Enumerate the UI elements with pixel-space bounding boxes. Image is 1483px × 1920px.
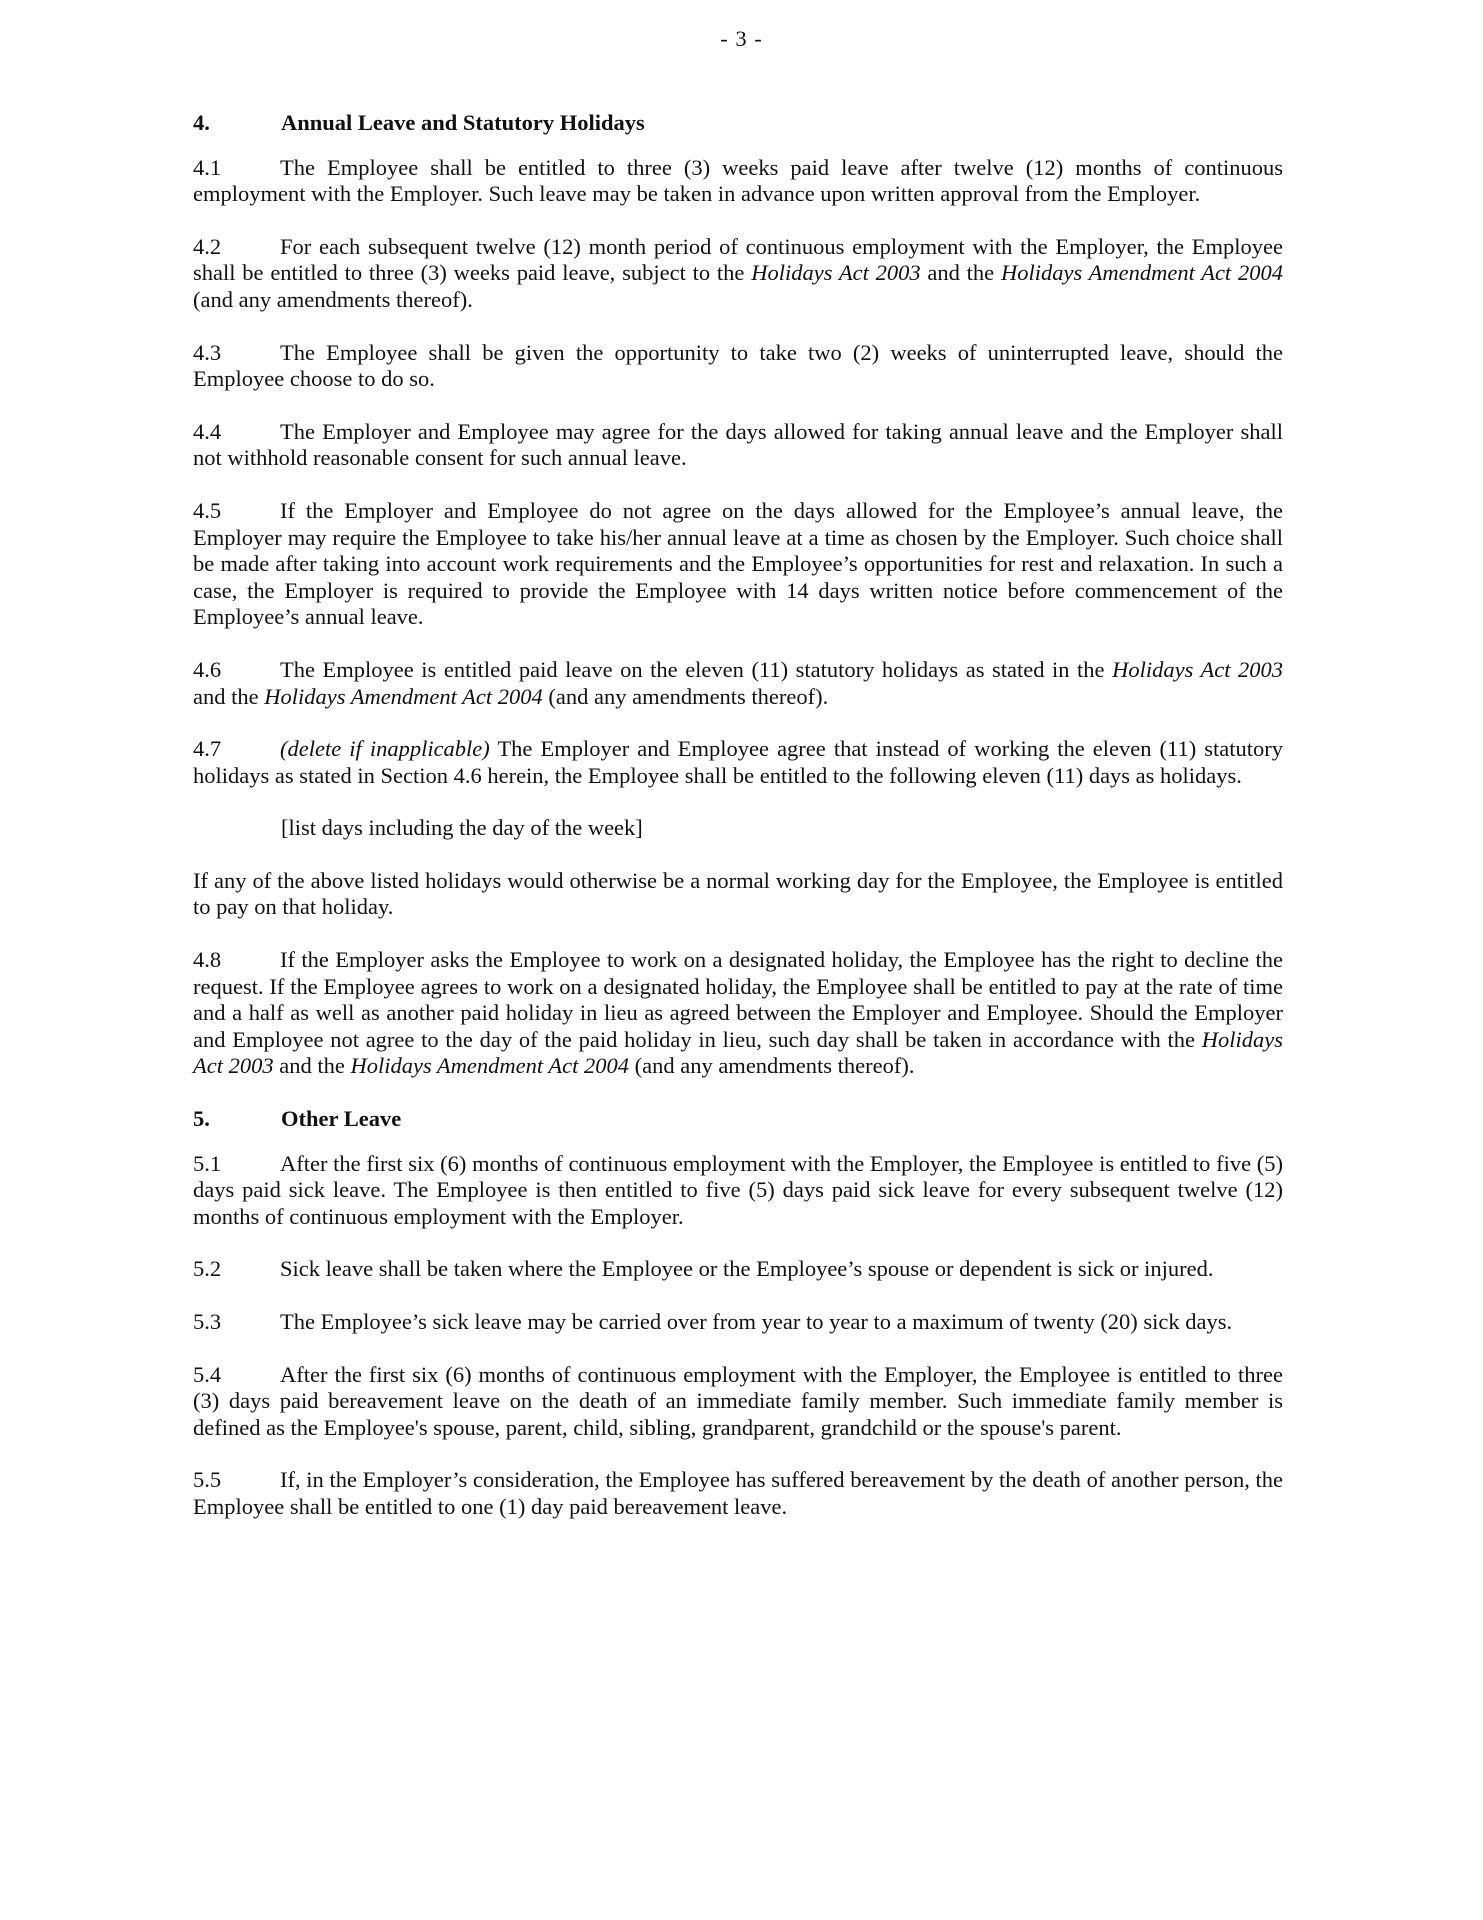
clause-number: 5.1 <box>193 1150 222 1176</box>
clause-number: 5.3 <box>193 1309 222 1334</box>
clause-text: and the <box>920 260 1001 286</box>
clause-number: 4.7 <box>193 736 222 762</box>
clause-number: 4.4 <box>193 418 222 444</box>
clause-text: The Employee shall be entitled to three (3) weeks paid leave after twelve (12) months of continuous employment with the Employer. Such leave may be taken in advance upon written approval from the Employer. <box>193 154 1283 207</box>
clause-number: 5.4 <box>193 1361 222 1387</box>
clause-text: After the first six (6) months of continuous employment with the Employer, the Employee is entitled to five (5) days paid sick leave. The Employee is then entitled to five (5) days paid sick leave for every subsequent twelve (12) months of continuous employment with the Employer. <box>193 1150 1283 1229</box>
clause-4-8 <box>193 947 1283 1080</box>
clause-text: and the <box>273 1053 351 1079</box>
clause-number: 4.5 <box>193 497 222 523</box>
clause-4-7 <box>193 736 1283 789</box>
document-body <box>193 110 1283 1547</box>
clause-text: (and any amendments thereof). <box>193 286 473 312</box>
clause-text: The Employee is entitled paid leave on the eleven (11) statutory holidays as stated in the <box>280 656 1113 682</box>
clause-5-4 <box>193 1362 1283 1442</box>
clause-text: For each subsequent twelve (12) month period of continuous employment with the Employer, the Employee shall be entitled to three (3) weeks paid leave, subject to the <box>193 233 1283 286</box>
section-number: 5. <box>193 1106 210 1132</box>
clause-text: If the Employer asks the Employee to work on a designated holiday, the Employee has the right to decline the request. If the Employee agrees to work on a designated holiday, the Employee shall be entitled to pay at the rate of time and a half as well as another paid holiday in lieu as agreed between the Employer and Employee. Should the Employer and Employee not agree to the day of the paid holiday in lieu, such day shall be taken in accordance with the <box>193 947 1283 1052</box>
clause-4-5 <box>193 498 1283 631</box>
section-heading-5 <box>193 1106 1283 1133</box>
act-title: Holidays Amendment Act 2004 <box>350 1053 629 1079</box>
clause-4-3 <box>193 340 1283 393</box>
clause-text: The Employee’s sick leave may be carried over from year to year to a maximum of twenty (20) sick days. <box>280 1309 1233 1334</box>
clause-number: 4.1 <box>193 154 222 180</box>
clause-5-3 <box>193 1309 1283 1336</box>
act-title: Holidays Act 2003 <box>751 260 921 286</box>
clause-text: (and any amendments thereof). <box>628 1053 915 1079</box>
clause-text: After the first six (6) months of continuous employment with the Employer, the Employee is entitled to three (3) days paid bereavement leave on the death of an immediate family member. Such immediate family member is defined as the Employee's spouse, parent, child, sibling, grandparent, grandchild or the spouse's parent. <box>193 1361 1283 1440</box>
clause-text: The Employer and Employee may agree for the days allowed for taking annual leave and the Employer shall not withhold reasonable consent for such annual leave. <box>193 418 1283 471</box>
clause-number: 5.2 <box>193 1256 222 1282</box>
section-title: Other Leave <box>281 1106 402 1132</box>
act-title: Holidays Amendment Act 2004 <box>1000 260 1283 286</box>
clause-number: 5.5 <box>193 1467 222 1493</box>
clause-number: 4.6 <box>193 656 222 682</box>
clause-text: (and any amendments thereof). <box>542 683 829 709</box>
act-title: Holidays Act 2003 <box>1112 656 1283 682</box>
list-days-placeholder: [list days including the day of the week] <box>281 815 643 841</box>
section-number: 4. <box>193 110 210 135</box>
clause-4-2 <box>193 234 1283 314</box>
clause-number: 4.8 <box>193 947 222 973</box>
clause-number: 4.2 <box>193 233 222 259</box>
clause-4-4 <box>193 419 1283 472</box>
clause-4-1 <box>193 155 1283 208</box>
section-title: Annual Leave and Statutory Holidays <box>281 110 645 135</box>
clause-text: If the Employer and Employee do not agree on the days allowed for the Employee’s annual leave, the Employer may require the Employee to take his/her annual leave at a time as chosen by the Employer. Such choice shall be made after taking into account work requirements and the Employee’s opportunities for rest and relaxation. In such a case, the Employer is required to provide the Employee with 14 days written notice before commencement of the Employee’s annual leave. <box>193 497 1283 630</box>
clause-5-2 <box>193 1256 1283 1283</box>
clause-5-5 <box>193 1467 1283 1520</box>
act-title: Holidays Act 2003 <box>193 1026 1283 1079</box>
section-heading-4 <box>193 110 1283 137</box>
drafting-note: (delete if inapplicable) <box>280 736 490 762</box>
clause-5-1 <box>193 1151 1283 1231</box>
clause-text: The Employee shall be given the opportunity to take two (2) weeks of uninterrupted leave, should the Employee choose to do so. <box>193 339 1283 392</box>
act-title: Holidays Amendment Act 2004 <box>264 683 543 709</box>
clause-text: Sick leave shall be taken where the Employee or the Employee’s spouse or dependent is sick or injured. <box>280 1256 1214 1282</box>
page-number: - 3 - <box>720 26 763 51</box>
clause-text: The Employer and Employee agree that instead of working the eleven (11) statutory holidays as stated in Section 4.6 herein, the Employee shall be entitled to the following eleven (11) days as holidays. <box>193 736 1283 788</box>
clause-text: If, in the Employer’s consideration, the Employee has suffered bereavement by the death of another person, the Employee shall be entitled to one (1) day paid bereavement leave. <box>193 1467 1283 1519</box>
clause-text: and the <box>193 683 265 709</box>
clause-4-6 <box>193 657 1283 710</box>
clause-number: 4.3 <box>193 339 222 365</box>
holiday-pay-paragraph: If any of the above listed holidays would otherwise be a normal working day for the Employee, the Employee is entitled to pay on that holiday. <box>193 867 1283 920</box>
